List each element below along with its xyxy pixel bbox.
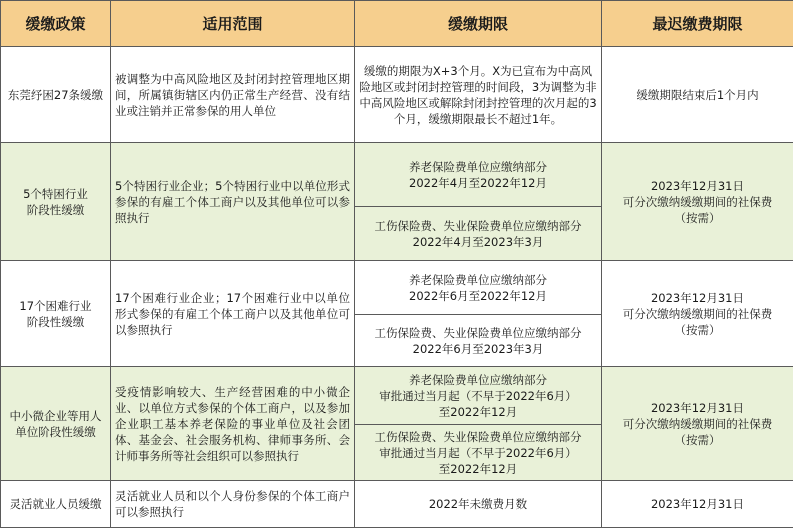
policy-cell xyxy=(1,367,111,481)
period-line: 2022年6月至2022年12月 xyxy=(359,288,597,304)
table-row xyxy=(1,47,793,143)
policy-line: 17个困难行业 xyxy=(5,298,106,314)
header-row xyxy=(1,1,793,47)
deadline-cell: 2023年12月31日 xyxy=(602,481,793,528)
period-cell xyxy=(355,207,602,261)
period-line: 养老保险费单位应缴纳部分 xyxy=(359,159,597,175)
deadline-line: 2023年12月31日 xyxy=(606,290,789,306)
period-cell xyxy=(355,143,602,207)
header-deadline: 最迟缴费期限 xyxy=(602,1,793,47)
policy-line: 阶段性缓缴 xyxy=(5,314,106,330)
table-row xyxy=(1,261,793,315)
header-scope: 适用范围 xyxy=(111,1,355,47)
deadline-cell: 缓缴期限结束后1个月内 xyxy=(602,47,793,143)
deadline-cell xyxy=(602,143,793,261)
scope-cell: 被调整为中高风险地区及封闭封控管理地区期间，所属镇街辖区内仍正常生产经营、没有结业或注销并正常参保的用人单位 xyxy=(111,47,355,143)
deadline-line: 2023年12月31日 xyxy=(606,400,789,416)
scope-cell: 5个特困行业企业；5个特困行业中以单位形式参保的有雇工个体工商户以及其他单位可以参照执行 xyxy=(111,143,355,261)
period-line: 审批通过当月起（不早于2022年6月） xyxy=(359,445,597,461)
table-row xyxy=(1,481,793,528)
period-line: 养老保险费单位应缴纳部分 xyxy=(359,272,597,288)
period-cell xyxy=(355,367,602,425)
period-cell xyxy=(355,261,602,315)
deadline-line: 可分次缴纳缓缴期间的社保费 xyxy=(606,416,789,432)
policy-line: 5个特困行业 xyxy=(5,186,106,202)
table-row xyxy=(1,367,793,425)
policy-line: 单位阶段性缓缴 xyxy=(5,424,106,440)
deadline-line: 可分次缴纳缓缴期间的社保费 xyxy=(606,194,789,210)
scope-cell: 受疫情影响较大、生产经营困难的中小微企业、以单位方式参保的个体工商户，以及参加企业职工基本养老保险的事业单位及社会团体、基金会、社会服务机构、律师事务所、会计师事务所等社会组织可以参照执行 xyxy=(111,367,355,481)
period-line: 至2022年12月 xyxy=(359,461,597,477)
period-line: 工伤保险费、失业保险费单位应缴纳部分 xyxy=(359,429,597,445)
deadline-line: （按需） xyxy=(606,432,789,448)
deadline-line: （按需） xyxy=(606,210,789,226)
period-line: 工伤保险费、失业保险费单位应缴纳部分 xyxy=(359,218,597,234)
period-cell: 2022年未缴费月数 xyxy=(355,481,602,528)
period-line: 2022年4月至2022年12月 xyxy=(359,175,597,191)
scope-cell: 17个困难行业企业；17个困难行业中以单位形式参保的有雇工个体工商户以及其他单位可以参照执行 xyxy=(111,261,355,367)
deadline-cell xyxy=(602,261,793,367)
deadline-cell xyxy=(602,367,793,481)
period-cell xyxy=(355,425,602,481)
header-period: 缓缴期限 xyxy=(355,1,602,47)
policy-cell xyxy=(1,143,111,261)
period-line: 2022年4月至2023年3月 xyxy=(359,234,597,250)
period-line: 2022年6月至2023年3月 xyxy=(359,341,597,357)
period-cell xyxy=(355,315,602,367)
policy-cell: 东莞纾困27条缓缴 xyxy=(1,47,111,143)
period-line: 养老保险费单位应缴纳部分 xyxy=(359,372,597,388)
period-line: 审批通过当月起（不早于2022年6月） xyxy=(359,388,597,404)
scope-cell: 灵活就业人员和以个人身份参保的个体工商户可以参照执行 xyxy=(111,481,355,528)
policy-cell xyxy=(1,261,111,367)
policy-cell: 灵活就业人员缓缴 xyxy=(1,481,111,528)
deadline-line: 2023年12月31日 xyxy=(606,178,789,194)
period-cell: 缓缴的期限为X+3个月。X为已宣布为中高风险地区或封闭封控管理的时间段，3为调整为非中高风险地区或解除封闭封控管理的次月起的3个月，缓缴期限最长不超过1年。 xyxy=(355,47,602,143)
period-line: 至2022年12月 xyxy=(359,404,597,420)
policy-line: 中小微企业等用人 xyxy=(5,408,106,424)
policy-line: 阶段性缓缴 xyxy=(5,202,106,218)
header-policy: 缓缴政策 xyxy=(1,1,111,47)
period-line: 工伤保险费、失业保险费单位应缴纳部分 xyxy=(359,325,597,341)
table-row xyxy=(1,143,793,207)
deadline-line: 可分次缴纳缓缴期间的社保费 xyxy=(606,306,789,322)
deadline-line: （按需） xyxy=(606,322,789,338)
